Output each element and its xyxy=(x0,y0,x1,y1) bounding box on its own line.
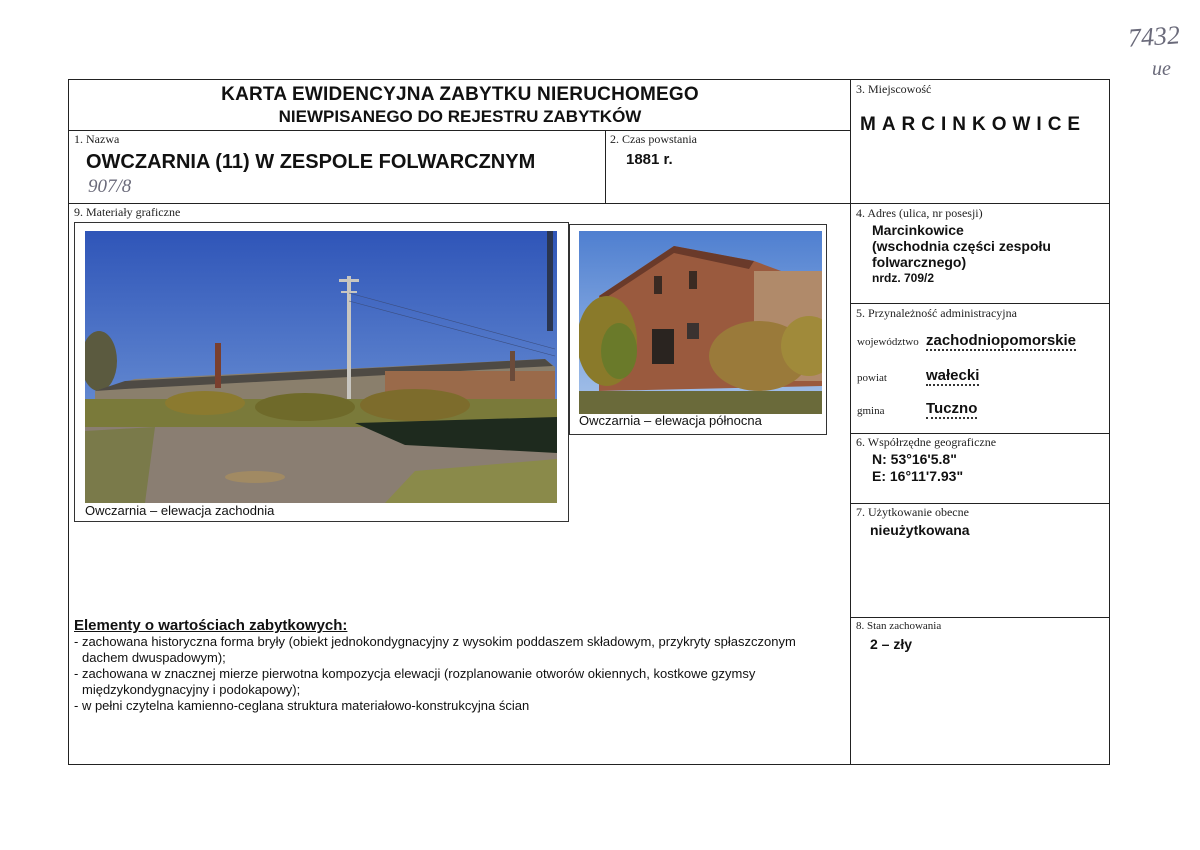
czas-value: 1881 r. xyxy=(626,151,673,168)
elementy-item1-line2: dachem dwuspadowym); xyxy=(82,650,226,665)
wojewodztwo-label: województwo xyxy=(857,336,919,348)
uzytkowanie-label: 7. Użytkowanie obecne xyxy=(856,505,969,519)
card-title xyxy=(70,84,850,127)
nazwa-value: OWCZARNIA (11) W ZESPOLE FOLWARCZNYM xyxy=(86,151,536,173)
photo-west-elevation-frame xyxy=(74,222,569,522)
nazwa-label: 1. Nazwa xyxy=(74,132,120,146)
photo-west-elevation xyxy=(85,231,557,503)
elementy-item2-line2: międzykondygnacyjny i podokapowy); xyxy=(82,682,301,697)
stan-label: 8. Stan zachowania xyxy=(856,620,942,632)
handwritten-initials: ue xyxy=(1152,58,1171,80)
elementy-item1-line1: - zachowana historyczna forma bryły (obiekt jednokondygnacyjny z wysokim poddaszem składowym, przykryty spłaszczonym xyxy=(74,634,796,649)
elementy-item2-line1: - zachowana w znacznej mierze pierwotna kompozycja elewacji (rozplanowanie otworów okiennych, kostkowe gzymsy xyxy=(74,666,756,681)
czas-label: 2. Czas powstania xyxy=(610,132,697,146)
handwritten-catalog-number: 7432 xyxy=(1127,20,1181,53)
photo-north-elevation-frame xyxy=(569,224,827,435)
handwritten-parcel-note: 907/8 xyxy=(88,176,132,197)
materialy-label: 9. Materiały graficzne xyxy=(74,205,181,219)
elementy-section xyxy=(74,618,844,714)
gmina-label: gmina xyxy=(857,405,885,417)
powiat-label: powiat xyxy=(857,372,887,384)
elementy-item3: - w pełni czytelna kamienno-ceglana struktura materiałowo-konstrukcyjna ścian xyxy=(74,698,530,713)
adres-value xyxy=(872,222,1051,286)
coordinate-north: N: 53°16'5.8" xyxy=(872,451,957,467)
coordinate-east: E: 16°11'7.93" xyxy=(872,468,964,484)
uzytkowanie-value: nieużytkowana xyxy=(870,522,970,538)
adres-line4: nrdz. 709/2 xyxy=(872,271,935,285)
wspolrzedne-label: 6. Współrzędne geograficzne xyxy=(856,435,997,449)
photo-west-caption: Owczarnia – elewacja zachodnia xyxy=(85,503,275,518)
adres-line3: folwarcznego) xyxy=(872,254,967,270)
elementy-heading: Elementy o wartościach zabytkowych: xyxy=(74,617,348,634)
adres-line2: (wschodnia części zespołu xyxy=(872,238,1051,254)
miejscowosc-label: 3. Miejscowość xyxy=(856,82,932,96)
photo-north-caption: Owczarnia – elewacja północna xyxy=(579,413,762,428)
photo-north-elevation xyxy=(579,231,822,414)
przynaleznosc-label: 5. Przynależność administracyjna xyxy=(856,306,1017,320)
powiat-value: wałecki xyxy=(926,367,980,384)
adres-label: 4. Adres (ulica, nr posesji) xyxy=(856,206,983,220)
miejscowosc-value: MARCINKOWICE xyxy=(860,114,1087,135)
card-title-line1: KARTA EWIDENCYJNA ZABYTKU NIERUCHOMEGO xyxy=(221,84,699,105)
wojewodztwo-value: zachodniopomorskie xyxy=(926,332,1077,349)
stan-value: 2 – zły xyxy=(870,636,913,652)
adres-line1: Marcinkowice xyxy=(872,222,964,238)
card-title-line2: NIEWPISANEGO DO REJESTRU ZABYTKÓW xyxy=(278,107,642,126)
gmina-value: Tuczno xyxy=(926,400,978,417)
